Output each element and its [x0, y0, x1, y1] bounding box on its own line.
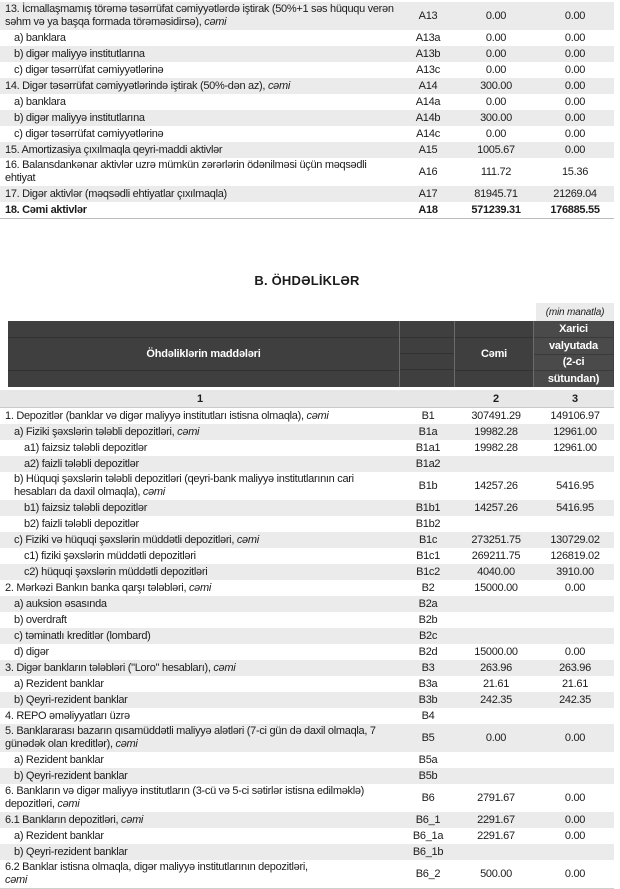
row-label-text: c) digər təsərrüfat cəmiyyətlərinə [14, 127, 164, 140]
row-foreign-currency: 21.61 [561, 678, 589, 690]
row-label-text: b) Qeyri-rezident banklar [14, 845, 128, 858]
row-label [0, 203, 400, 218]
table-row [0, 860, 614, 888]
row-code: B1c2 [416, 566, 440, 578]
row-label [0, 63, 400, 78]
row-label [0, 2, 400, 30]
row-label-text: 4. REPO əməliyyatları üzrə [5, 709, 130, 722]
column-numbers-row [0, 390, 614, 408]
table-row [0, 644, 614, 660]
row-code: A13b [415, 48, 441, 60]
row-foreign-currency: 0.00 [564, 10, 586, 22]
row-label-text: 2. Mərkəzi Bankın banka qarşı tələbləri, [5, 581, 187, 594]
row-total: 242.35 [480, 694, 512, 706]
row-label-text: b) Hüquqi şəxslərin tələbli depozitləri (qeyri-bank maliyyə institutlarının cari hesabları da daxil olmaqla), [14, 473, 354, 498]
row-foreign-currency: 0.00 [564, 814, 586, 826]
row-total: 2791.67 [477, 792, 515, 804]
header-foreign-line: (2-ci [534, 354, 613, 371]
table-row [0, 2, 614, 30]
row-label-text: a) auksion əsasında [14, 597, 107, 610]
row-label-suffix: cəmi [188, 581, 212, 594]
row-label-suffix: cəmi [306, 409, 329, 422]
row-label-text: 13. İcmallaşmamış törəmə təsərrüfat cəmiyyətlərdə iştirak (50%+1 səs hüququ verən səhm və ya başqa formada törəməsidirsə), [5, 3, 394, 28]
row-foreign-currency: 0.00 [564, 868, 586, 880]
row-label-text: 6.1 Bankların depozitləri, [5, 813, 119, 826]
row-foreign-currency: 0.00 [564, 582, 586, 594]
row-foreign-currency: 0.00 [564, 96, 586, 108]
row-total: 15000.00 [474, 646, 518, 658]
header-foreign-currency-column [534, 321, 613, 387]
row-foreign-currency: 0.00 [564, 144, 586, 156]
row-foreign-currency: 12961.00 [553, 426, 597, 438]
row-label-text: b) Qeyri-rezident banklar [14, 769, 128, 782]
row-code: A13a [415, 32, 441, 44]
row-label [0, 425, 400, 440]
row-label-text: a2) faizli tələbli depozitlər [24, 457, 139, 470]
row-code: B1b [418, 480, 438, 492]
section-b-heading: B. ÖHDƏLİKLƏR [254, 273, 360, 288]
table-row [0, 768, 614, 784]
row-label [0, 47, 400, 62]
row-label-text: c) təminatlı kreditlər (lombard) [14, 629, 151, 642]
row-code: B1a [418, 426, 438, 438]
row-label [0, 533, 400, 548]
row-total: 0.00 [485, 128, 507, 140]
row-label-text: a) Rezident banklar [14, 677, 104, 690]
table-row [0, 596, 614, 612]
row-total: 500.00 [480, 868, 512, 880]
row-label [0, 645, 400, 660]
row-code: B1c1 [416, 550, 440, 562]
row-label-text: b1) faizsiz tələbli depozitlər [24, 501, 148, 514]
row-code: B6 [421, 792, 435, 804]
table-row [0, 440, 614, 456]
row-code: B2 [421, 582, 435, 594]
table-row [0, 78, 614, 94]
row-label [0, 769, 400, 784]
row-label-text: a) Rezident banklar [14, 753, 104, 766]
row-label [0, 517, 400, 532]
table-row [0, 612, 614, 628]
row-total: 111.72 [480, 166, 512, 178]
row-label [0, 457, 400, 472]
row-label-text: b) digər maliyyə institutlarına [14, 111, 145, 124]
header-total-label: Cəmi [455, 337, 533, 371]
table-row [0, 676, 614, 692]
row-label [0, 127, 400, 142]
header-spacer [455, 371, 533, 387]
row-foreign-currency: 0.00 [564, 830, 586, 842]
table-row [0, 628, 614, 644]
table-row [0, 62, 614, 78]
row-total: 0.00 [485, 64, 507, 76]
table-row [0, 472, 614, 500]
table-row [0, 580, 614, 596]
row-label-text: c2) hüquqi şəxslərin müddətli depozitləri [24, 565, 208, 578]
row-label-text: c) Fiziki və hüquqi şəxslərin müddətli depozitləri, [14, 533, 235, 546]
table-row [0, 46, 614, 62]
row-label-text: b) Qeyri-rezident banklar [14, 693, 128, 706]
unit-note: (min manatla) [536, 303, 614, 321]
row-code: A13 [418, 10, 438, 22]
row-label-text: a) Rezident banklar [14, 829, 104, 842]
row-label-suffix: cəmi [213, 661, 236, 674]
row-label-suffix: cəmi [115, 738, 138, 750]
table-row [0, 692, 614, 708]
header-spacer [8, 321, 399, 337]
row-code: B6_1b [412, 846, 444, 858]
row-code: B1c [418, 534, 438, 546]
row-label-text: c1) fiziki şəxslərin müddətli depozitləri [24, 549, 196, 562]
row-foreign-currency: 5416.95 [556, 502, 594, 514]
row-label [0, 724, 400, 752]
row-total: 307491.29 [471, 410, 521, 422]
row-code: B2c [418, 630, 438, 642]
table-row [0, 564, 614, 580]
row-label-text: b) overdraft [14, 613, 67, 626]
row-code: B1a2 [415, 458, 441, 470]
row-label [0, 409, 400, 424]
row-label [0, 441, 400, 456]
row-label-suffix: cəmi [236, 533, 259, 546]
row-label-text: 3. Digər bankların tələbləri ("Loro" hesabları), [5, 661, 211, 674]
row-total: 2291.67 [477, 830, 515, 842]
row-total: 2291.67 [477, 814, 515, 826]
header-spacer [8, 371, 399, 387]
table-row [0, 784, 614, 812]
row-label [0, 472, 400, 500]
row-code: B1b1 [415, 502, 441, 514]
table-row [0, 844, 614, 860]
row-label-text: d) digər [14, 645, 49, 658]
table-row [0, 660, 614, 676]
row-label [0, 753, 400, 768]
row-code: B3 [421, 662, 435, 674]
row-label-text: b2) faizli tələbli depozitlər [24, 517, 139, 530]
row-foreign-currency: 0.00 [564, 64, 586, 76]
row-foreign-currency: 0.00 [564, 792, 586, 804]
row-foreign-currency: 176885.55 [550, 204, 600, 216]
row-foreign-currency: 149106.97 [550, 410, 600, 422]
row-label-text: 6. Bankların və digər maliyyə institutların (3-cü və 5-ci sətirlər istisna edilməklə) depozitləri, [5, 785, 365, 810]
row-label [0, 187, 400, 202]
row-label-text: 14. Digər təsərrüfat cəmiyyətlərində iştirak (50%-dən az), [5, 79, 266, 92]
table-row [0, 158, 614, 186]
row-label [0, 158, 400, 186]
row-label-suffix: cəmi [142, 486, 165, 498]
row-foreign-currency: 0.00 [564, 112, 586, 124]
row-label [0, 677, 400, 692]
column-number-3: 3 [571, 392, 579, 405]
row-label-text: a1) faizsiz tələbli depozitlər [24, 441, 148, 454]
row-foreign-currency: 126819.02 [550, 550, 600, 562]
row-code: B2d [418, 646, 438, 658]
row-code: B6_2 [415, 868, 441, 880]
table-row [0, 724, 614, 752]
row-label [0, 565, 400, 580]
row-code: A14 [418, 80, 438, 92]
row-label-text: a) banklara [14, 31, 66, 44]
row-label [0, 31, 400, 46]
row-label-text: b) digər maliyyə institutlarına [14, 47, 145, 60]
row-label [0, 79, 400, 94]
row-code: A18 [418, 204, 438, 216]
row-total: 19982.28 [474, 442, 518, 454]
row-foreign-currency: 15.36 [561, 166, 589, 178]
row-code: A17 [418, 188, 438, 200]
row-label [0, 613, 400, 628]
row-label-text: 15. Amortizasiya çıxılmaqla qeyri-maddi aktivlər [5, 143, 223, 156]
row-label [0, 784, 400, 812]
balance-sheet-page [0, 2, 620, 889]
table-row [0, 408, 614, 424]
row-foreign-currency: 0.00 [564, 48, 586, 60]
row-label-text: c) digər təsərrüfat cəmiyyətlərinə [14, 63, 164, 76]
row-label [0, 629, 400, 644]
header-total-column [455, 321, 534, 387]
table-row [0, 708, 614, 724]
table-row [0, 516, 614, 532]
row-label-text: 5. Banklararası bazarın qısamüddətli maliyyə alətləri (7-ci gün də daxil olmaqla, 7 günədək olan kreditlər), [5, 725, 376, 750]
table-row [0, 142, 614, 158]
row-foreign-currency: 5416.95 [556, 480, 594, 492]
row-label-text: 16. Balansdankənar aktivlər uzrə mümkün zərərlərin ödənilməsi üçün məqsədli ehtiyat [5, 159, 367, 184]
table-row [0, 110, 614, 126]
table-row [0, 752, 614, 768]
table-row [0, 30, 614, 46]
row-code: B6_1a [412, 830, 444, 842]
row-code: B2b [418, 614, 438, 626]
row-label-text: 17. Digər aktivlər (məqsədli ehtiyatlar çıxılmaqla) [5, 187, 227, 200]
row-total: 273251.75 [471, 534, 521, 546]
row-total: 21.61 [482, 678, 510, 690]
row-label [0, 860, 400, 888]
row-total: 0.00 [485, 10, 507, 22]
header-foreign-line: sütundan) [534, 370, 613, 387]
row-total: 19982.28 [474, 426, 518, 438]
row-code: B4 [421, 710, 435, 722]
row-label [0, 95, 400, 110]
table-row [0, 812, 614, 828]
header-spacer [455, 321, 533, 337]
row-label [0, 829, 400, 844]
row-code: B6_1 [415, 814, 441, 826]
table-row [0, 456, 614, 472]
row-foreign-currency: 0.00 [564, 128, 586, 140]
row-label-suffix: cəmi [5, 874, 28, 886]
row-foreign-currency: 0.00 [564, 80, 586, 92]
table-row [0, 500, 614, 516]
column-number-2: 2 [492, 392, 500, 405]
row-total: 263.96 [480, 662, 512, 674]
row-total: 1005.67 [477, 144, 515, 156]
column-number-1: 1 [196, 392, 204, 405]
assets-table [0, 2, 614, 219]
row-total: 300.00 [480, 80, 512, 92]
row-code: B3a [418, 678, 438, 690]
row-total: 300.00 [480, 112, 512, 124]
row-total: 4040.00 [477, 566, 515, 578]
row-total: 81945.71 [474, 188, 518, 200]
row-label-text: 6.2 Banklar istisna olmaqla, digər maliyyə institutlarının depozitləri, [5, 861, 308, 873]
row-label-text: a) banklara [14, 95, 66, 108]
row-code: A16 [418, 166, 438, 178]
row-label-suffix: cəmi [204, 16, 227, 28]
row-code: A14b [415, 112, 441, 124]
row-label [0, 143, 400, 158]
row-foreign-currency: 0.00 [564, 646, 586, 658]
row-foreign-currency: 242.35 [559, 694, 591, 706]
table-row [0, 94, 614, 110]
table-row [0, 202, 614, 218]
row-code: A15 [418, 144, 438, 156]
row-label-suffix: cəmi [121, 813, 144, 826]
liabilities-table [0, 408, 614, 889]
row-code: B3b [418, 694, 438, 706]
row-foreign-currency: 12961.00 [553, 442, 597, 454]
header-code-column [400, 321, 455, 387]
row-total: 14257.26 [474, 502, 518, 514]
row-foreign-currency: 3910.00 [556, 566, 594, 578]
header-items-column [8, 321, 400, 387]
row-label [0, 709, 400, 724]
row-code: B5b [418, 770, 438, 782]
table-row [0, 548, 614, 564]
row-code: B1b2 [415, 518, 441, 530]
table-row [0, 828, 614, 844]
row-total: 0.00 [485, 732, 507, 744]
row-label [0, 597, 400, 612]
table-row [0, 186, 614, 202]
row-total: 15000.00 [474, 582, 518, 594]
row-total: 14257.26 [474, 480, 518, 492]
row-foreign-currency: 130729.02 [550, 534, 600, 546]
row-label [0, 661, 400, 676]
row-foreign-currency: 0.00 [564, 32, 586, 44]
liabilities-table-header [8, 321, 614, 387]
row-label [0, 693, 400, 708]
row-label [0, 549, 400, 564]
row-code: B2a [418, 598, 438, 610]
row-label [0, 581, 400, 596]
row-label [0, 111, 400, 126]
row-code: B1a1 [415, 442, 441, 454]
header-foreign-line: Xarici [559, 322, 588, 335]
row-total: 0.00 [485, 32, 507, 44]
row-code: B5a [418, 754, 438, 766]
header-items-label: Öhdəliklərin maddələri [8, 337, 399, 371]
row-code: B5 [421, 732, 435, 744]
row-label-text: 1. Depozitlər (banklar və digər maliyyə institutları istisna olmaqla), [5, 409, 304, 422]
table-row [0, 126, 614, 142]
row-total: 571239.31 [471, 204, 521, 216]
table-row [0, 424, 614, 440]
row-label-text: 18. Cəmi aktivlər [5, 203, 87, 216]
row-code: A13c [416, 64, 440, 76]
row-total: 0.00 [485, 96, 507, 108]
header-foreign-line: valyutada [534, 337, 613, 354]
row-label-suffix: cəmi [57, 798, 80, 810]
row-label-suffix: cəmi [177, 425, 200, 438]
row-label-text: a) Fiziki şəxslərin tələbli depozitləri, [14, 425, 175, 438]
row-code: A14a [415, 96, 441, 108]
row-label [0, 845, 400, 860]
table-row [0, 532, 614, 548]
row-label [0, 813, 400, 828]
row-foreign-currency: 21269.04 [553, 188, 597, 200]
row-label-suffix: cəmi [267, 79, 290, 92]
row-total: 0.00 [485, 48, 507, 60]
row-code: A14c [416, 128, 440, 140]
row-foreign-currency: 263.96 [559, 662, 591, 674]
row-label [0, 501, 400, 516]
row-code: B1 [421, 410, 435, 422]
row-total: 269211.75 [471, 550, 521, 562]
row-foreign-currency: 0.00 [564, 732, 586, 744]
